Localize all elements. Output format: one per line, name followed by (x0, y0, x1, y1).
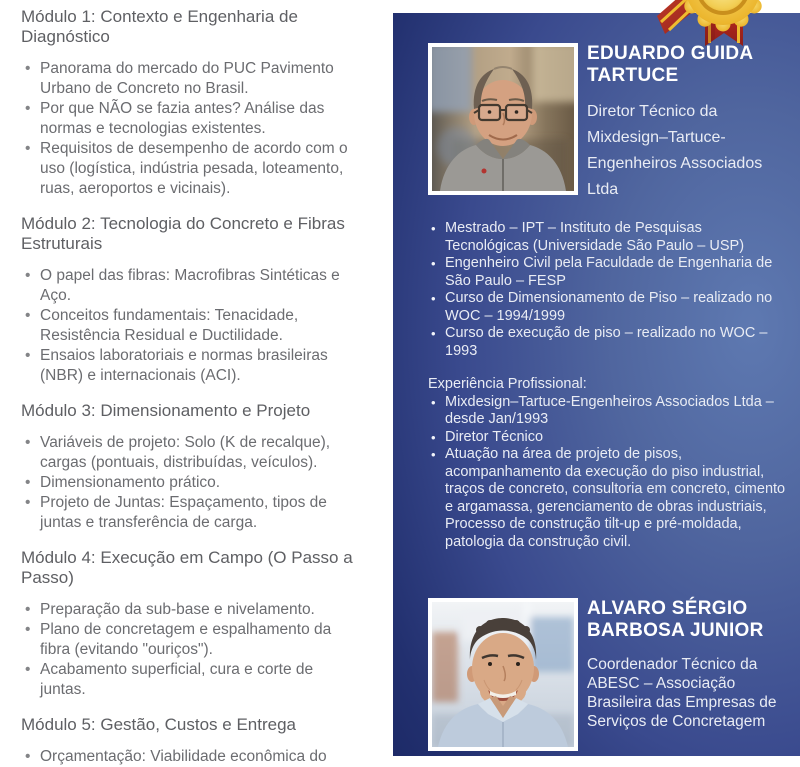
speaker-photo-frame (428, 598, 578, 751)
experience-item: • Mixdesign–Tartuce-Engenheiros Associados Ltda – desde Jan/1993 (428, 394, 788, 429)
speaker-photo-alvaro (432, 602, 574, 747)
module-bullet: • Panorama do mercado do PUC Pavimento Urbano de Concreto no Brasil. (21, 59, 351, 99)
module-bullet: • Preparação da sub-base e nivelamento. (21, 600, 351, 620)
experience-label: Experiência Profissional: (428, 376, 587, 392)
credential-item: • Curso de Dimensionamento de Piso – realizado no WOC – 1994/1999 (428, 290, 788, 325)
module-bullet: • Dimensionamento prático. (21, 473, 351, 493)
module-section-5 (21, 715, 375, 767)
speaker-card-2 (428, 598, 788, 751)
credential-item: • Mestrado – IPT – Instituto de Pesquisas Tecnológicas (Universidade São Paulo – USP) (428, 220, 788, 255)
module-bullet-list (21, 600, 351, 700)
module-bullet: • Conceitos fundamentais: Tenacidade, Resistência Residual e Ductilidade. (21, 306, 351, 346)
module-title: Módulo 5: Gestão, Custos e Entrega (21, 715, 296, 734)
course-modules-column (0, 0, 393, 765)
award-ribbon-icon (655, 0, 785, 64)
module-bullet: • Projeto de Juntas: Espaçamento, tipos de juntas e transferência de carga. (21, 493, 351, 533)
speaker-photo-eduardo (432, 47, 574, 191)
module-section-4 (21, 548, 375, 700)
module-bullet: • Variáveis de projeto: Solo (K de recalque), cargas (pontuais, distribuídas, veículos). (21, 433, 351, 473)
module-bullet-list (21, 59, 351, 199)
module-bullet: • Orçamentação: Viabilidade econômica do (21, 747, 351, 767)
speaker-photo-frame (428, 43, 578, 195)
module-bullet: • Ensaios laboratoriais e normas brasileiras (NBR) e internacionais (ACI). (21, 346, 351, 386)
module-title: Módulo 2: Tecnologia do Concreto e Fibras Estruturais (21, 214, 345, 253)
module-section-3 (21, 401, 375, 533)
module-section-2 (21, 214, 375, 386)
module-bullet: • Plano de concretagem e espalhamento da fibra (evitando "ouriços"). (21, 620, 351, 660)
experience-item: • Atuação na área de projeto de pisos, acompanhamento da execução do piso industrial, traços de concreto, consultoria em concreto, cimento e argamassa, gerenciamento de obras industriais, Processo de construção tilt-up e pré-moldada, patologia da construção civil. (428, 446, 788, 551)
speaker-role: Coordenador Técnico da ABESC – Associação Brasileira das Empresas de Serviços de Concretagem (587, 656, 777, 730)
module-title: Módulo 3: Dimensionamento e Projeto (21, 401, 311, 420)
speaker-role: Diretor Técnico da Mixdesign–Tartuce-Engenheiros Associados Ltda (587, 103, 763, 198)
module-bullet-list (21, 266, 351, 386)
experience-item: • Diretor Técnico (428, 429, 788, 447)
module-title: Módulo 1: Contexto e Engenharia de Diagnóstico (21, 7, 298, 46)
speakers-panel (393, 13, 800, 756)
module-title: Módulo 4: Execução em Campo (O Passo a Passo) (21, 548, 353, 587)
speaker-name: ALVARO SÉRGIO BARBOSA JUNIOR (587, 598, 764, 641)
credential-item: • Curso de execução de piso – realizado no WOC – 1993 (428, 325, 788, 360)
module-bullet: • Acabamento superficial, cura e corte de juntas. (21, 660, 351, 700)
speaker-card-1 (428, 43, 788, 203)
module-section-1 (21, 7, 375, 199)
module-bullet: • Por que NÃO se fazia antes? Análise das normas e tecnologias existentes. (21, 99, 351, 139)
module-bullet-list (21, 433, 351, 533)
credentials-list (428, 220, 788, 360)
experience-list (428, 394, 788, 552)
speaker-name: EDUARDO GUIDA TARTUCE (587, 43, 753, 86)
credential-item: • Engenheiro Civil pela Faculdade de Engenharia de São Paulo – FESP (428, 255, 788, 290)
module-bullet: • O papel das fibras: Macrofibras Sintéticas e Aço. (21, 266, 351, 306)
module-bullet: • Requisitos de desempenho de acordo com o uso (logística, indústria pesada, loteamento, ruas, aeroportos e vicinais). (21, 139, 351, 199)
module-bullet-list (21, 747, 351, 767)
